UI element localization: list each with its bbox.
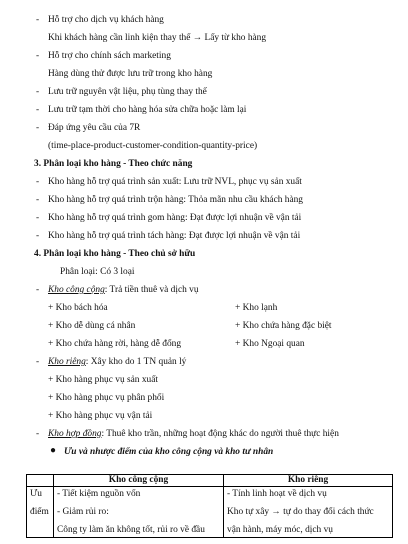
list-item: Khi khách hàng cần linh kiện thay thế → Lấy từ kho hàng (48, 33, 267, 43)
list-item: + Kho bách hóa (48, 303, 108, 313)
list-bullet: - (36, 15, 40, 25)
table-header-private: Kho riêng (224, 475, 393, 487)
list-item: + Kho hàng phục vụ phân phối (48, 393, 165, 403)
list-item: + Kho lạnh (235, 303, 278, 313)
private-warehouse-desc: : Xây kho do 1 TN quản lý (85, 357, 187, 367)
list-item: Đáp ứng yêu cầu của 7R (48, 123, 141, 133)
public-advantages-cell: - Tiết kiệm nguồn vốn - Giảm rủi ro: Công ty làm ăn không tốt, rủi ro về đầu (54, 487, 224, 538)
list-item: Lưu trữ tạm thời cho hàng hóa sửa chữa hoặc làm lại (48, 105, 247, 115)
list-item: + Kho chứa hàng đặc biệt (235, 321, 332, 331)
list-item: + Kho chứa hàng rời, hàng dễ đổng (48, 339, 182, 349)
list-item: + Kho dễ dùng cá nhân (48, 321, 136, 331)
contract-warehouse-label: Kho hợp đồng (48, 429, 102, 439)
list-item: Kho hàng hỗ trợ quá trình gom hàng: Đạt được lợi nhuận về vận tải (48, 213, 302, 223)
list-item: Lưu trữ nguyên vật liệu, phụ tùng thay thế (48, 87, 207, 97)
list-item: + Kho hàng phục vụ sản xuất (48, 375, 158, 385)
list-item: Hỗ trợ cho chính sách marketing (48, 51, 171, 61)
row-label-advantages: Ưu điểm (27, 487, 54, 538)
public-warehouse-line (48, 284, 199, 296)
private-warehouse-label: Kho riêng (48, 357, 86, 367)
list-item: Hàng dùng thử được lưu trữ trong kho hàng (48, 69, 213, 79)
list-item: (time-place-product-customer-condition-quantity-price) (48, 141, 258, 151)
section-4-subtitle: Phân loại: Có 3 loại (60, 267, 135, 277)
table-header-empty (27, 475, 54, 487)
document-page: - Hỗ trợ cho dịch vụ khách hàng Khi khách hàng cần linh kiện thay thế → Lấy từ kho hàng - Hỗ trợ cho chính sách marketing Hàng dùng thử được lưu trữ trong kho hàng - Lưu trữ nguyên vật liệu, phụ tùng thay thế - Lưu trữ tạm thời cho hàng hóa sửa chữa hoặc làm lại - Đáp ứng yêu cầu của 7R (time-place-product-customer-condition-quantity-price) 3. Phân loại kho hàng - Theo chức năng - Kho hàng hỗ trợ quá trình sản xuất: Lưu trữ NVL, phục vụ sản xuất - Kho hàng hỗ trợ quá trình trộn hàng: Thỏa mãn nhu cầu khách hàng - Kho hàng hỗ trợ quá trình gom hàng: Đạt được lợi nhuận về vận tải - Kho hàng hỗ trợ quá trình tách hàng: Đạt được lợi nhuận về vận tải 4. Phân loại kho hàng - Theo chủ sở hữu Phân loại: Có 3 loại - Kho công cộng: Trả tiền thuê và dịch vụ + Kho bách hóa + Kho lạnh + Kho dễ dùng cá nhân + Kho chứa hàng đặc biệt + Kho chứa hàng rời, hàng dễ đổng + Kho Ngoại quan - Kho riêng: Xây kho do 1 TN quản lý + Kho hàng phục vụ sản xuất + Kho hàng phục vụ phân phối + Kho hàng phục vụ vận tải - Kho hợp đồng: Thuê kho trần, những hoạt động khác do người thuê thực hiện ● Ưu và nhược điểm của kho công cộng và kho tư nhân Kho công cộng Kho riêng Ưu điểm - Tiết kiệm nguồn vốn - Giảm rủi ro: Công ty làm ăn không tốt, rủi ro về đầu - Tính linh hoạt về dịch vụ Kho tự xây → tự do thay đổi cách thức vận hành, máy móc, dịch vụ (0, 0, 408, 544)
list-item: Kho hàng hỗ trợ quá trình trộn hàng: Thỏa mãn nhu cầu khách hàng (48, 195, 303, 205)
list-bullet: - (36, 123, 40, 133)
table-header-row (27, 475, 393, 487)
table-row (27, 487, 393, 538)
contract-warehouse-line (48, 428, 339, 440)
private-advantages-cell: - Tính linh hoạt về dịch vụ Kho tự xây → tự do thay đổi cách thức vận hành, máy móc, dịch vụ (224, 487, 393, 538)
list-item: + Kho Ngoại quan (235, 339, 305, 349)
list-bullet: - (36, 51, 40, 61)
bullet-dot-icon: ● (50, 445, 57, 456)
list-item: Kho hàng hỗ trợ quá trình sản xuất: Lưu trữ NVL, phục vụ sản xuất (48, 177, 302, 187)
section-4-heading: 4. Phân loại kho hàng - Theo chủ sở hữu (34, 249, 196, 259)
table-header-public: Kho công cộng (54, 475, 224, 487)
section-3-heading: 3. Phân loại kho hàng - Theo chức năng (34, 159, 193, 169)
list-item: Hỗ trợ cho dịch vụ khách hàng (48, 15, 164, 25)
public-warehouse-desc: : Trả tiền thuê và dịch vụ (104, 285, 199, 295)
list-item: + Kho hàng phục vụ vận tải (48, 411, 153, 421)
pros-cons-heading: Ưu và nhược điểm của kho công cộng và kho tư nhân (64, 447, 274, 457)
list-bullet: - (36, 105, 40, 115)
public-warehouse-label: Kho công cộng (48, 285, 105, 295)
private-warehouse-line (48, 356, 186, 368)
list-item: Kho hàng hỗ trợ quá trình tách hàng: Đạt được lợi nhuận về vận tải (48, 231, 301, 241)
list-bullet: - (36, 87, 40, 97)
contract-warehouse-desc: : Thuê kho trần, những hoạt động khác do người thuê thực hiện (101, 429, 339, 439)
comparison-table (26, 474, 393, 538)
